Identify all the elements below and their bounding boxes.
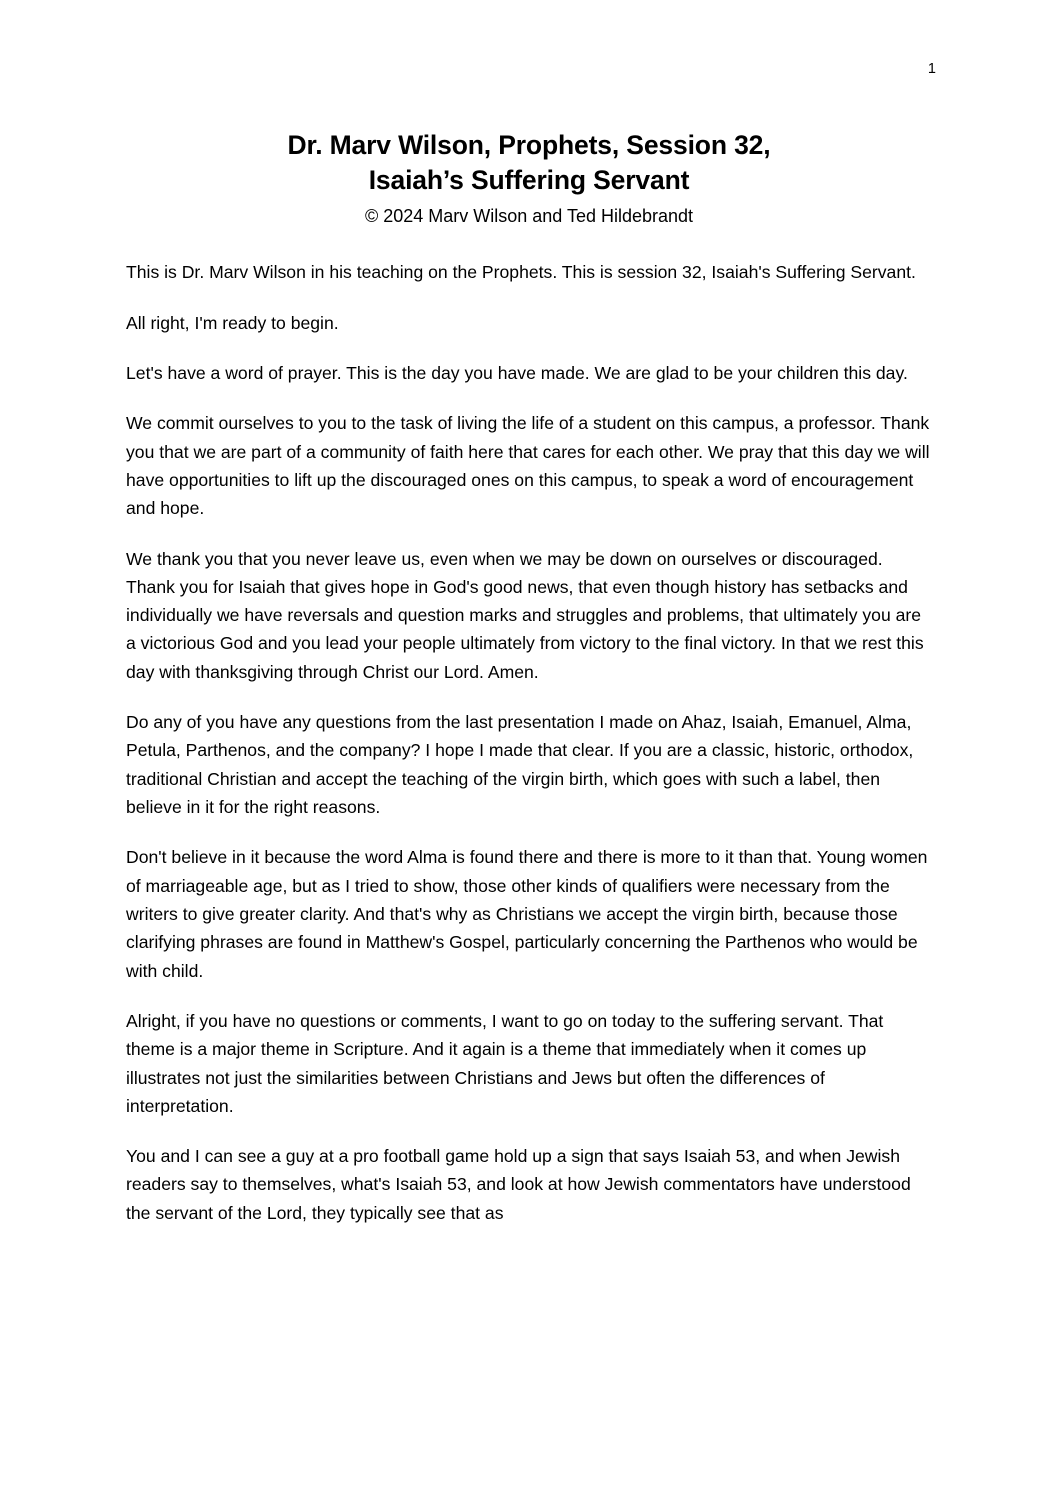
title-line-2: Isaiah’s Suffering Servant [368, 164, 690, 195]
paragraph: This is Dr. Marv Wilson in his teaching on the Prophets. This is session 32, Isaiah's Suffering Servant. [126, 262, 916, 283]
copyright-line: © 2024 Marv Wilson and Ted Hildebrandt [364, 205, 694, 226]
document-content [126, 128, 932, 1227]
page-title [126, 128, 932, 198]
page-number: 1 [927, 61, 936, 77]
paragraph: Alright, if you have no questions or comments, I want to go on today to the suffering servant. That theme is a major theme in Scripture. And it again is a theme that immediately when it comes up illustrates not just the similarities between Christians and Jews but often the differences of interpretation. [126, 1010, 884, 1116]
paragraph: You and I can see a guy at a pro football game hold up a sign that says Isaiah 53, and when Jewish readers say to themselves, what's Isaiah 53, and look at how Jewish commentators have understood the servant of the Lord, they typically see that as [126, 1146, 911, 1223]
paragraph: Don't believe in it because the word Alma is found there and there is more to it than that. Young women of marriageable age, but as I tried to show, those other kinds of qualifiers were necessary from the writers to give greater clarity. And that's why as Christians we accept the virgin birth, because those clarifying phrases are found in Matthew's Gospel, particularly concerning the Parthenos who would be with child. [126, 847, 928, 981]
body-text [126, 258, 932, 1227]
paragraph: We commit ourselves to you to the task of living the life of a student on this campus, a professor. Thank you that we are part of a community of faith here that cares for each other. We pray that this day we will have opportunities to lift up the discouraged ones on this campus, to speak a word of encouragement and hope. [126, 413, 930, 519]
paragraph: Let's have a word of prayer. This is the day you have made. We are glad to be your children this day. [126, 362, 908, 383]
paragraph: Do any of you have any questions from the last presentation I made on Ahaz, Isaiah, Emanuel, Alma, Petula, Parthenos, and the company? I hope I made that clear. If you are a classic, historic, orthodox, traditional Christian and accept the teaching of the virgin birth, which goes with such a label, then believe in it for the right reasons. [126, 712, 914, 818]
paragraph: We thank you that you never leave us, even when we may be down on ourselves or discouraged. Thank you for Isaiah that gives hope in God's good news, that even though history has setbacks and individually we have reversals and question marks and struggles and problems, that ultimately you are a victorious God and you lead your people ultimately from victory to the final victory. In that we rest this day with thanksgiving through Christ our Lord. Amen. [126, 548, 924, 682]
paragraph: All right, I'm ready to begin. [126, 312, 339, 333]
title-line-1: Dr. Marv Wilson, Prophets, Session 32, [287, 130, 771, 160]
